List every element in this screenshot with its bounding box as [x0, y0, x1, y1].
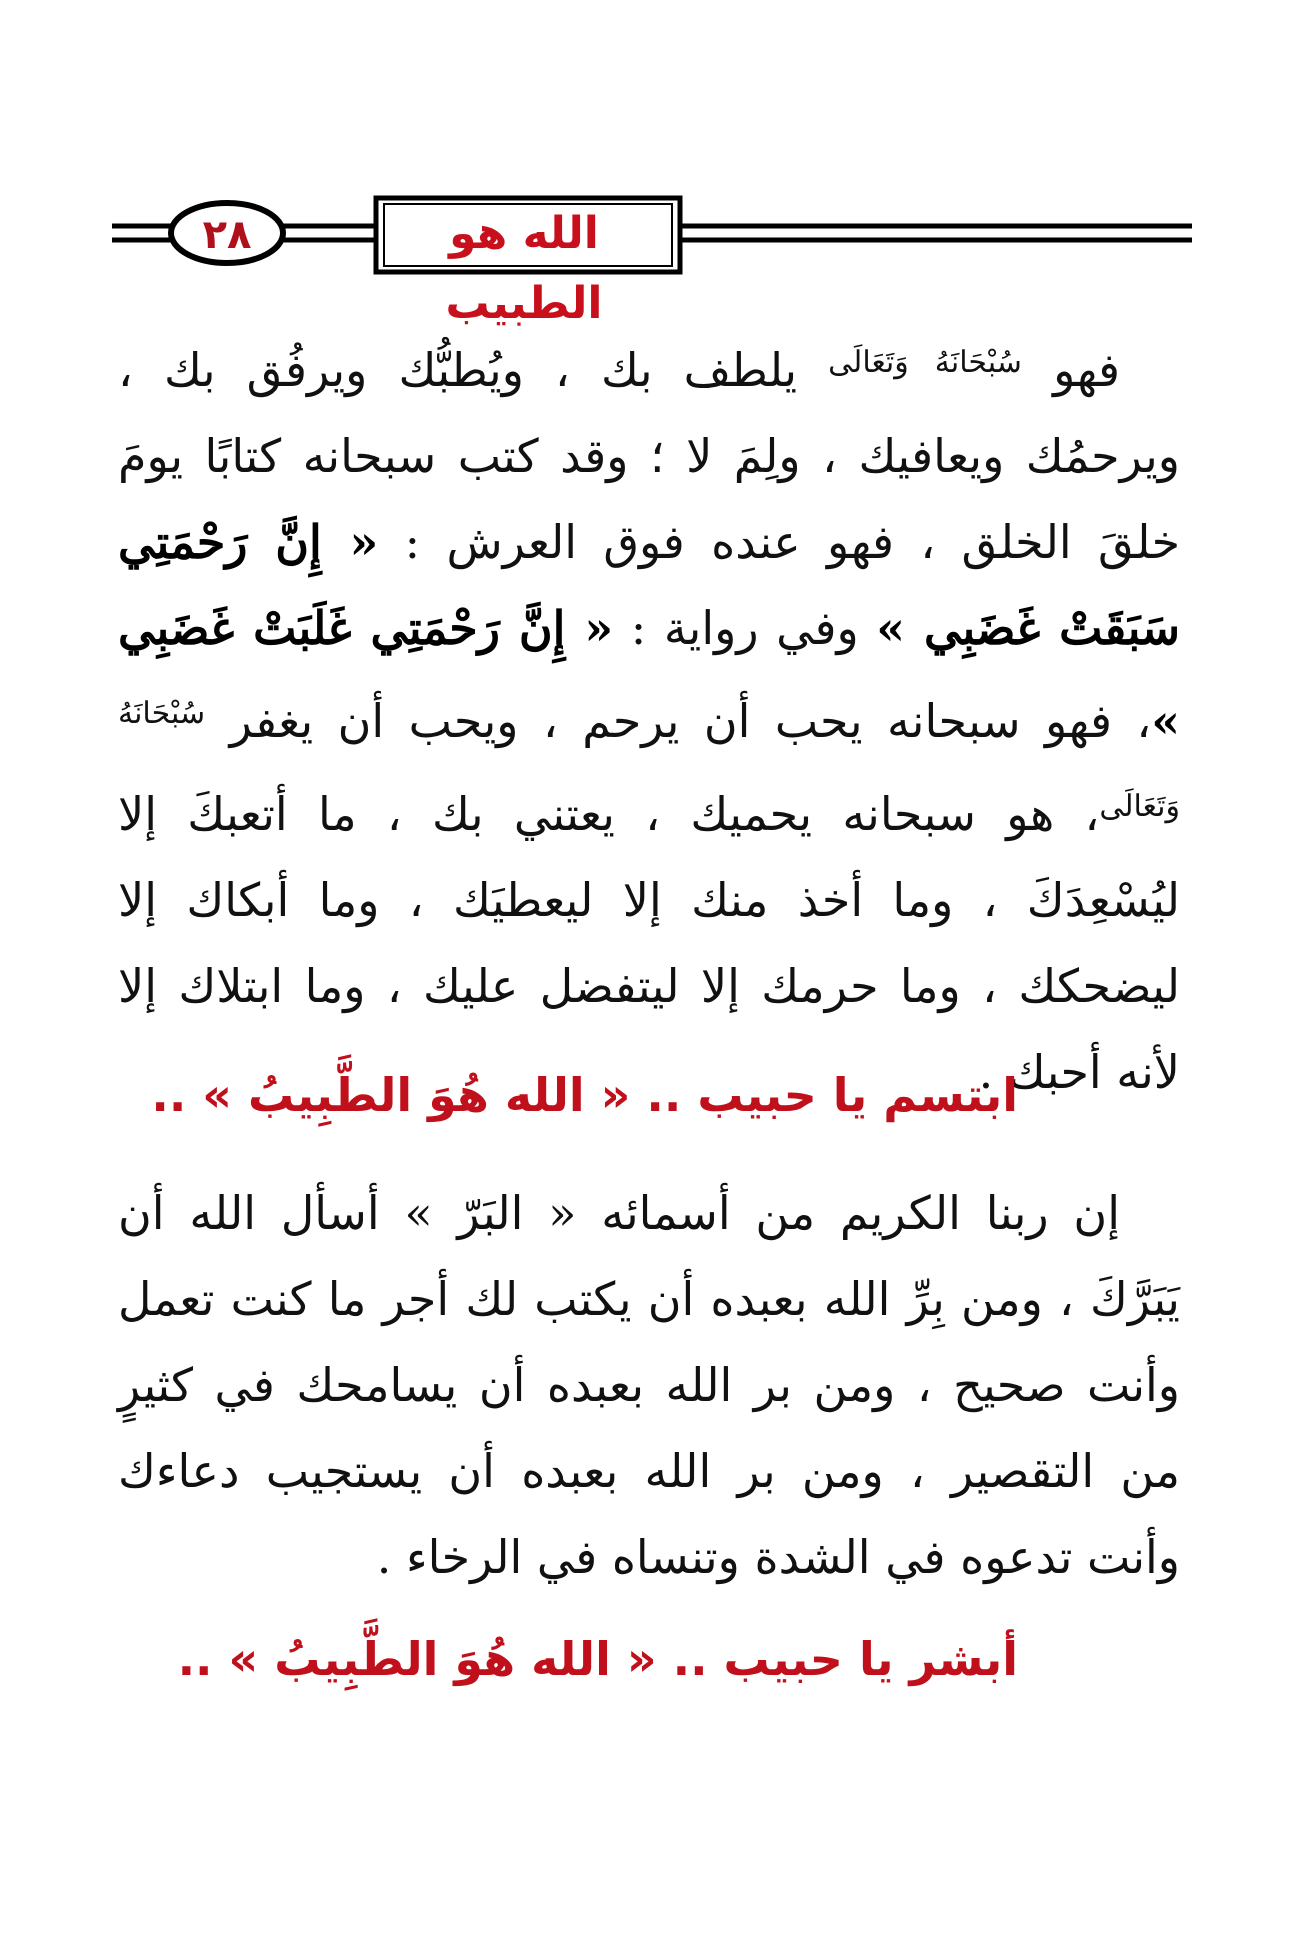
- section-heading-2: أبشر يا حبيب .. « الله هُوَ الطَّبِيبُ » ..: [177, 1632, 1018, 1686]
- paragraph-1-segment-e: ، هو سبحانه يحميك ، يعتني بك ، ما أتعبكَ إلا ليُسْعِدَكَ ، وما أخذ منك إلا ليعطيَك ، وما أبكاك إلا ليضحكك ، وما حرمك إلا ليتفضل عليك ، وما ابتلاك إلا لأنه أحبك .: [118, 787, 1180, 1099]
- paragraph-1: [118, 320, 1180, 1115]
- paragraph-2-text: إن ربنا الكريم من أسمائه « البَرّ » أسأل الله أن يَبَرَّكَ ، ومن بِرِّ الله بعبده أن يكتب لك أجر ما كنت تعمل وأنت صحيح ، ومن بر الله بعبده أن يسامحك في كثيرٍ من التقصير ، ومن بر الله بعبده أن يستجيب دعاءك وأنت تدعوه في الشدة وتنساه في الرخاء .: [118, 1186, 1180, 1584]
- hadith-quote-1: « إِنَّ رَحْمَتِي سَبَقَتْ غَضَبِي »: [118, 515, 1181, 655]
- honorific-glyph: سُبْحَانَهُ وَتَعَالَى: [828, 345, 1022, 380]
- paragraph-2: [118, 1170, 1180, 1600]
- section-heading-1: ابتسم يا حبيب .. « الله هُوَ الطَّبِيبُ » ..: [151, 1068, 1018, 1122]
- paragraph-1-segment-c: وفي رواية :: [630, 601, 859, 655]
- paragraph-1-segment-a: فهو: [1053, 343, 1121, 397]
- paragraph-1-segment-b: يلطف بك ، ويُطبُّك ويرفُق بك ، ويرحمُك ويعافيك ، ولِمَ لا ؛ وقد كتب سبحانه كتابًا يومَ خلقَ الخلق ، فهو عنده فوق العرش :: [118, 343, 1181, 569]
- page-number: ٢٨: [202, 212, 252, 258]
- hadith-quote-2: « إِنَّ رَحْمَتِي غَلَبَتْ غَضَبِي »: [118, 601, 1181, 748]
- paragraph-1-segment-d: ، فهو سبحانه يحب أن يرحم ، ويحب أن يغفر: [229, 694, 1152, 748]
- running-title: الله هو الطبيب: [445, 208, 603, 329]
- honorific-glyph: سُبْحَانَهُ وَتَعَالَى: [118, 696, 1180, 824]
